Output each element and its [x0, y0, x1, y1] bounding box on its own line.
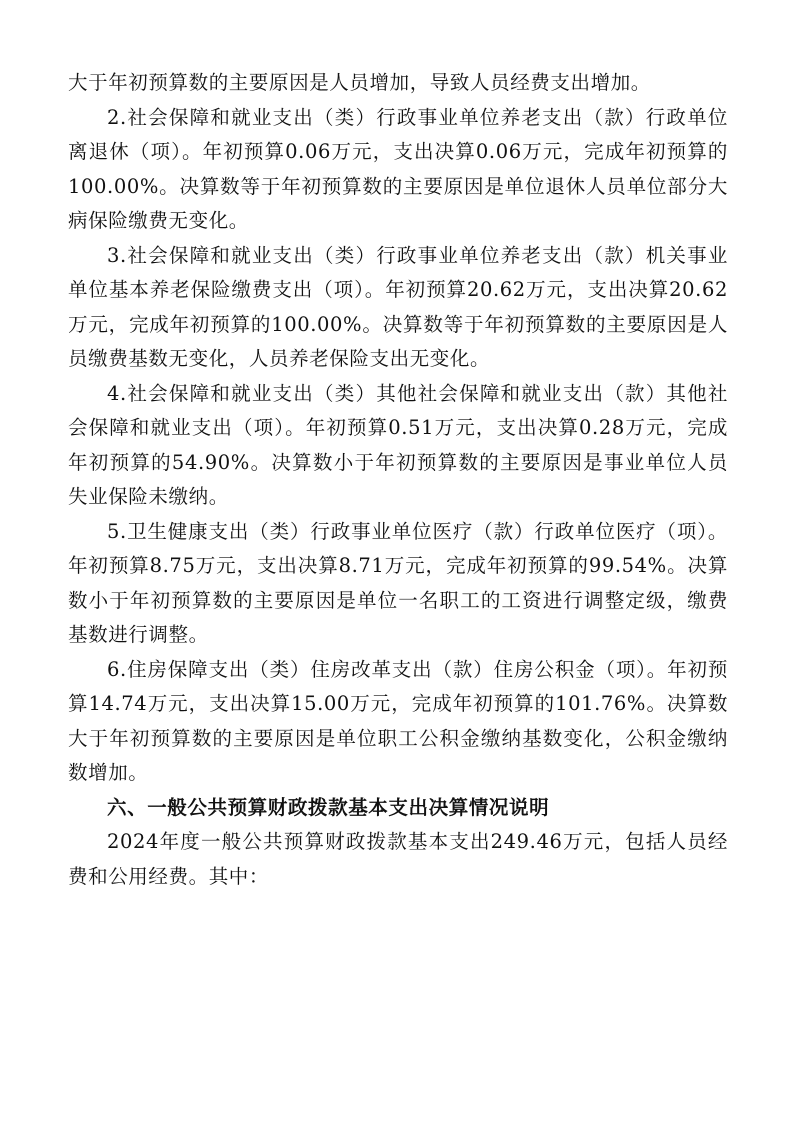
- paragraph-item-6: 6.住房保障支出（类）住房改革支出（款）住房公积金（项）。年初预算14.74万元，支出决算15.00万元，完成年初预算的101.76%。决算数大于年初预算数的主要原因是单位职工公积金缴纳基数变化，公积金缴纳数增加。: [68, 657, 728, 784]
- paragraph-item-2: 2.社会保障和就业支出（类）行政事业单位养老支出（款）行政单位离退休（项）。年初预算0.06万元，支出决算0.06万元，完成年初预算的100.00%。决算数等于年初预算数的主要原因是单位退休人员单位部分大病保险缴费无变化。: [68, 105, 728, 232]
- paragraph-continuation: 大于年初预算数的主要原因是人员增加，导致人员经费支出增加。: [68, 71, 651, 94]
- section-heading: 六、一般公共预算财政拨款基本支出决算情况说明: [107, 795, 550, 819]
- paragraph-item-4: 4.社会保障和就业支出（类）其他社会保障和就业支出（款）其他社会保障和就业支出（项）。年初预算0.51万元，支出决算0.28万元，完成年初预算的54.90%。决算数小于年初预算数的主要原因是事业单位人员失业保险未缴纳。: [68, 381, 728, 508]
- paragraph-item-5: 5.卫生健康支出（类）行政事业单位医疗（款）行政单位医疗（项）。年初预算8.75万元，支出决算8.71万元，完成年初预算的99.54%。决算数小于年初预算数的主要原因是单位一名职工的工资进行调整定级，缴费基数进行调整。: [68, 519, 728, 646]
- paragraph-item-3: 3.社会保障和就业支出（类）行政事业单位养老支出（款）机关事业单位基本养老保险缴费支出（项）。年初预算20.62万元，支出决算20.62万元，完成年初预算的100.00%。决算数等于年初预算数的主要原因是人员缴费基数无变化，人员养老保险支出无变化。: [68, 243, 728, 370]
- paragraph-basic-expenditure: 2024年度一般公共预算财政拨款基本支出249.46万元，包括人员经费和公用经费。其中：: [68, 830, 728, 888]
- document-body: [68, 66, 728, 894]
